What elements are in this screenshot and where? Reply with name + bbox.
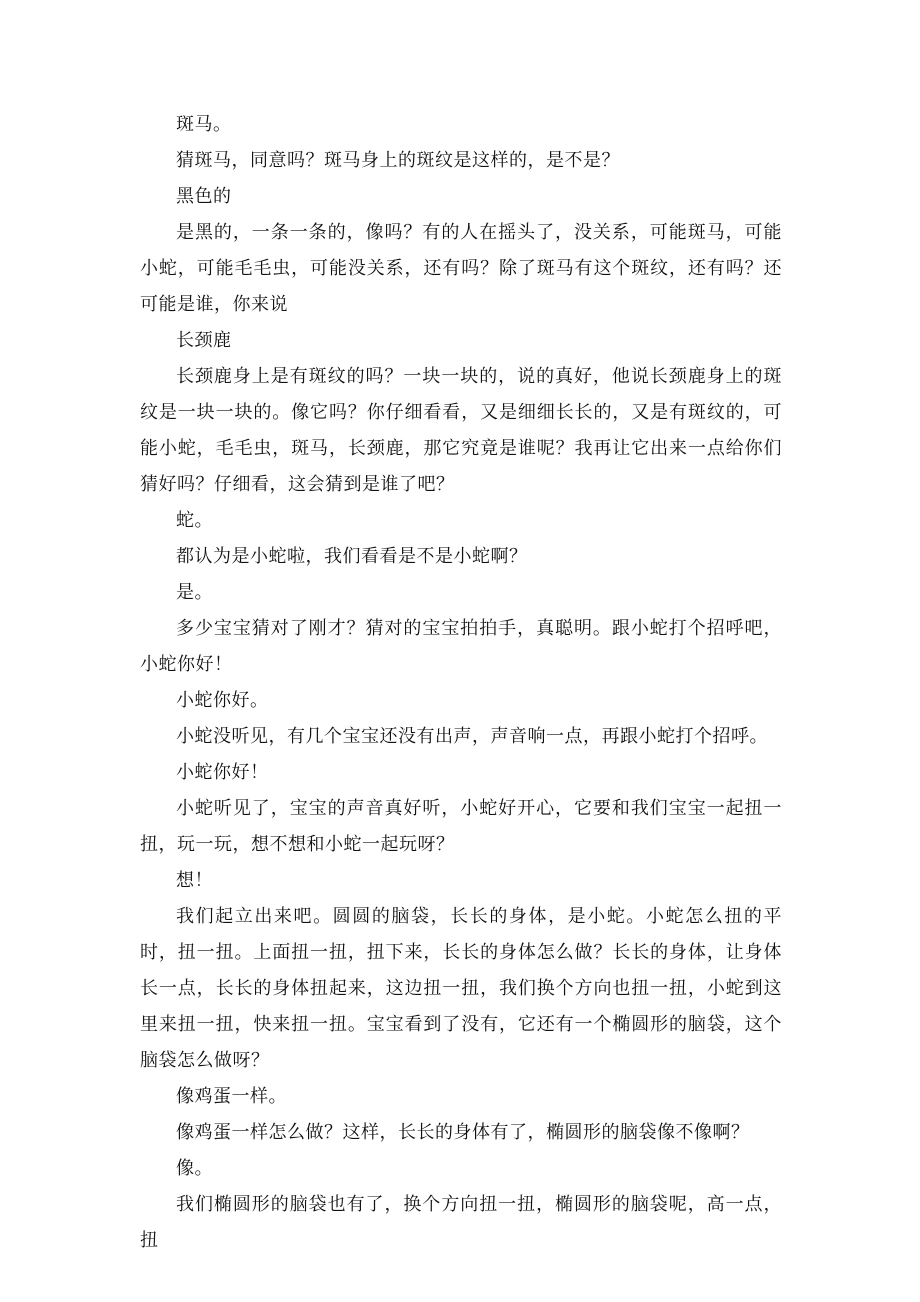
paragraph-4: 是黑的，一条一条的，像吗？有的人在摇头了，没关系，可能斑马，可能小蛇，可能毛毛虫，可能没关系，还有吗？除了斑马有这个斑纹，还有吗？还可能是谁，你来说 — [140, 222, 782, 315]
paragraph-9: 是。 — [176, 582, 213, 603]
paragraph-6: 长颈鹿身上是有斑纹的吗？一块一块的，说的真好，他说长颈鹿身上的斑纹是一块一块的。像它吗？你仔细看看，又是细细长长的，又是有斑纹的，可能小蛇，毛毛虫，斑马，长颈鹿，那它究竟是谁呢？我再让它出来一点给你们猜好吗？仔细看，这会猜到是谁了吧？ — [140, 366, 782, 495]
paragraph-19: 像。 — [176, 1158, 213, 1179]
paragraph-15: 想！ — [176, 870, 213, 891]
paragraph-20: 我们椭圆形的脑袋也有了，换个方向扭一扭，椭圆形的脑袋呢，高一点，扭 — [140, 1194, 782, 1251]
paragraph-7: 蛇。 — [176, 510, 213, 531]
paragraph-3: 黑色的 — [176, 186, 232, 207]
paragraph-12: 小蛇没听见，有几个宝宝还没有出声，声音响一点，再跟小蛇打个招呼。 — [176, 726, 768, 747]
paragraph-10: 多少宝宝猜对了刚才？猜对的宝宝拍拍手，真聪明。跟小蛇打个招呼吧，小蛇你好！ — [140, 618, 782, 675]
paragraph-17: 像鸡蛋一样。 — [176, 1086, 287, 1107]
paragraph-16: 我们起立出来吧。圆圆的脑袋，长长的身体，是小蛇。小蛇怎么扭的平时，扭一扭。上面扭一扭，扭下来，长长的身体怎么做？长长的身体，让身体长一点，长长的身体扭起来，这边扭一扭，我们换个方向也扭一扭，小蛇到这里来扭一扭，快来扭一扭。宝宝看到了没有，它还有一个椭圆形的脑袋，这个脑袋怎么做呀？ — [140, 906, 782, 1071]
paragraph-14: 小蛇听见了，宝宝的声音真好听，小蛇好开心，它要和我们宝宝一起扭一扭，玩一玩，想不想和小蛇一起玩呀？ — [140, 798, 782, 855]
paragraph-18: 像鸡蛋一样怎么做？这样，长长的身体有了，椭圆形的脑袋像不像啊？ — [176, 1122, 750, 1143]
paragraph-8: 都认为是小蛇啦，我们看看是不是小蛇啊？ — [176, 546, 528, 567]
paragraph-2: 猜斑马，同意吗？斑马身上的斑纹是这样的，是不是？ — [176, 150, 620, 171]
paragraph-1: 斑马。 — [176, 114, 232, 135]
paragraph-13: 小蛇你好！ — [176, 762, 269, 783]
paragraph-5: 长颈鹿 — [176, 330, 232, 351]
paragraph-11: 小蛇你好。 — [176, 690, 269, 711]
